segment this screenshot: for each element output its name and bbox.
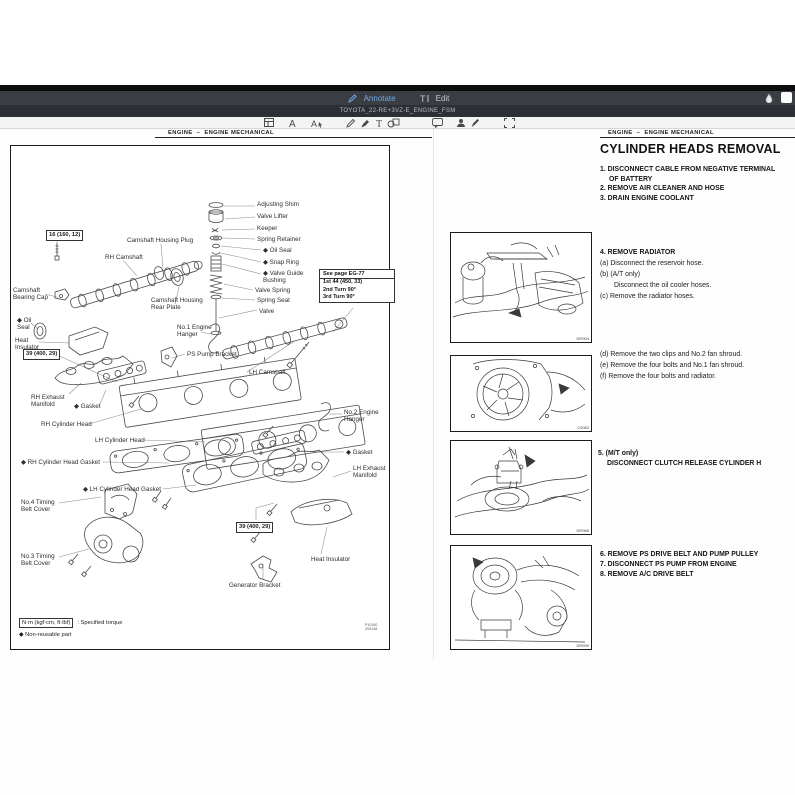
diagram-label: Camshaft Bearing Cap — [13, 287, 49, 302]
step-line: 7. DISCONNECT PS PUMP FROM ENGINE — [600, 561, 737, 568]
diagram-label: Heat Insulator — [15, 337, 40, 352]
see-page-note-box — [319, 269, 395, 303]
step-line: (d) Remove the two clips and No.2 fan shroud. — [600, 351, 743, 358]
annotate-tab[interactable] — [346, 93, 396, 104]
step-line: (a) Disconnect the reservoir hose. — [600, 260, 704, 267]
annotation-toolbar — [0, 117, 795, 129]
nonreusable-legend: ◆ Non-reusable part — [19, 632, 72, 638]
diagram-label: No.1 Engine Hanger — [177, 324, 212, 339]
highlighter-icon[interactable] — [358, 117, 372, 128]
exploded-diagram-box — [10, 145, 390, 650]
step-line: 3. DRAIN ENGINE COOLANT — [600, 194, 694, 202]
document-area[interactable] — [0, 129, 795, 795]
mode-bar-right-tools — [762, 92, 792, 103]
see-page-row: 3rd Turn 90° — [323, 294, 355, 300]
torque-legend-text: : Specified torque — [77, 620, 123, 626]
color-swatch[interactable] — [781, 92, 792, 103]
text-tool-icon[interactable] — [372, 117, 386, 128]
diagram-label: Valve Spring — [255, 287, 291, 294]
torque-note-box: 39 (400, 29) — [23, 349, 60, 360]
figure-ps-pump — [450, 545, 592, 650]
selection-icon[interactable] — [502, 117, 516, 128]
svg-text:T: T — [375, 118, 382, 128]
text-style-a-icon[interactable] — [286, 117, 300, 128]
mode-bar — [0, 91, 795, 105]
page-print-codes — [365, 623, 377, 632]
torque-legend-box: N·m (kgf·cm, ft·lbf) — [19, 618, 73, 628]
edit-label: Edit — [435, 93, 450, 103]
diagram-label: Valve Lifter — [257, 213, 289, 220]
figure-art — [451, 546, 590, 647]
diagram-label: LH Cylinder Head — [95, 437, 145, 444]
torque-note-box: 16 (160, 12) — [46, 230, 83, 241]
diagram-label: ◆ Valve Guide Bushing — [263, 270, 304, 285]
pencil-annotate-icon — [346, 93, 360, 104]
step-line: 1. DISCONNECT CABLE FROM NEGATIVE TERMINAL — [600, 166, 776, 173]
figure-code: DR595 — [576, 643, 589, 648]
diagram-label: No.2 Engine Hanger — [344, 409, 379, 424]
figure-clutch-release-cylinder — [450, 440, 592, 535]
left-header-rule — [155, 137, 432, 138]
desktop-margin — [0, 0, 795, 85]
diagram-label: ◆ Gasket — [346, 449, 373, 456]
step-line: (f) Remove the four bolts and radiator. — [600, 373, 717, 380]
thumbnails-icon[interactable] — [262, 117, 276, 128]
diagram-label: No.4 Timing Belt Cover — [21, 499, 55, 514]
filename-bar — [0, 105, 795, 117]
figure-art — [451, 441, 590, 532]
diagram-label: ◆ LH Cylinder Head Gasket — [83, 486, 161, 493]
step-line: OF BATTERY — [609, 175, 653, 183]
see-page-title: See page EG-77 — [320, 270, 394, 279]
step-line: 6. REMOVE PS DRIVE BELT AND PUMP PULLEY — [600, 551, 759, 558]
step-line: (e) Remove the four bolts and No.1 fan shroud. — [600, 362, 745, 369]
edit-tab[interactable] — [418, 93, 450, 104]
torque-legend — [19, 618, 122, 628]
see-page-row: 2nd Turn 90° — [323, 286, 356, 293]
step-line: Disconnect the oil cooler hoses. — [614, 282, 712, 289]
note-icon[interactable] — [430, 117, 444, 128]
figure-code: C0082 — [577, 425, 589, 430]
diagram-label: ◆ Oil Seal — [263, 247, 292, 254]
figure-art — [451, 233, 590, 340]
figure-radiator-hoses — [450, 232, 592, 343]
pencil-icon[interactable] — [344, 117, 358, 128]
diagram-label: Generator Bracket — [229, 582, 281, 589]
step-line: 8. REMOVE A/C DRIVE BELT — [600, 571, 694, 578]
see-page-row: 1st 44 (450, 33) — [323, 279, 363, 285]
annotate-label: Annotate — [363, 93, 396, 103]
diagram-label: RH Exhaust Manifold — [31, 394, 65, 409]
diagram-label: Spring Retainer — [257, 236, 301, 243]
figure-fan-shroud — [450, 355, 592, 432]
step-heading: 4. REMOVE RADIATOR — [600, 249, 676, 256]
step-line: (c) Remove the radiator hoses. — [600, 293, 695, 300]
torque-note-box: 39 (400, 29) — [236, 522, 273, 533]
right-header-rule — [600, 137, 795, 138]
section-title: CYLINDER HEADS REMOVAL — [600, 142, 781, 156]
marker-drop-icon[interactable] — [762, 92, 776, 103]
signature-icon[interactable] — [454, 117, 468, 128]
figure-code: DR904 — [576, 336, 589, 341]
diagram-label: ◆ Snap Ring — [263, 259, 299, 266]
document-filename: TOYOTA_22-RE+3VZ-E_ENGINE_FSM — [339, 108, 456, 114]
diagram-label: ◆ Gasket — [74, 403, 101, 410]
diagram-label: No.3 Timing Belt Cover — [21, 553, 55, 568]
print-code: P10160 — [365, 623, 378, 627]
diagram-label: ◆ Oil Seal — [17, 317, 32, 332]
left-page-header: ENGINE – ENGINE MECHANICAL — [168, 130, 274, 136]
shapes-icon[interactable] — [386, 117, 400, 128]
print-code: Z05148 — [365, 627, 378, 632]
diagram-label: Adjusting Shim — [257, 201, 299, 208]
step-line: DISCONNECT CLUTCH RELEASE CYLINDER H — [607, 460, 762, 467]
diagram-label: RH Camshaft — [105, 254, 143, 261]
figure-art — [451, 356, 590, 429]
step-heading: 5. (M/T only) — [598, 450, 639, 457]
pen-icon[interactable] — [468, 117, 482, 128]
diagram-label: Keeper — [257, 225, 278, 232]
step-line: 2. REMOVE AIR CLEANER AND HOSE — [600, 185, 725, 192]
text-edit-icon — [418, 93, 432, 104]
diagram-label: RH Cylinder Head — [41, 421, 92, 428]
diagram-label: PS Pump Bracket — [187, 351, 237, 358]
diagram-label: Valve — [259, 308, 275, 315]
diagram-label: Spring Seat — [257, 297, 290, 304]
diagram-label: Camshaft Housing Plug — [127, 237, 194, 244]
svg-text:A: A — [311, 118, 318, 128]
step-line: (b) (A/T only) — [600, 271, 641, 278]
page-gap-line — [433, 129, 434, 659]
diagram-label: Camshaft Housing Rear Plate — [151, 297, 203, 312]
svg-text:A: A — [289, 118, 296, 128]
diagram-label: ◆ RH Cylinder Head Gasket — [21, 459, 101, 466]
diagram-label: LH Camshaft — [249, 369, 286, 376]
diagram-label: LH Exhaust Manifold — [353, 465, 386, 480]
right-page-header: ENGINE – ENGINE MECHANICAL — [608, 130, 714, 136]
figure-code: DR965 — [576, 528, 589, 533]
text-style-a-alt-icon[interactable] — [310, 117, 324, 128]
svg-text:T: T — [419, 93, 426, 103]
diagram-label: Heat Insulator — [311, 556, 351, 563]
